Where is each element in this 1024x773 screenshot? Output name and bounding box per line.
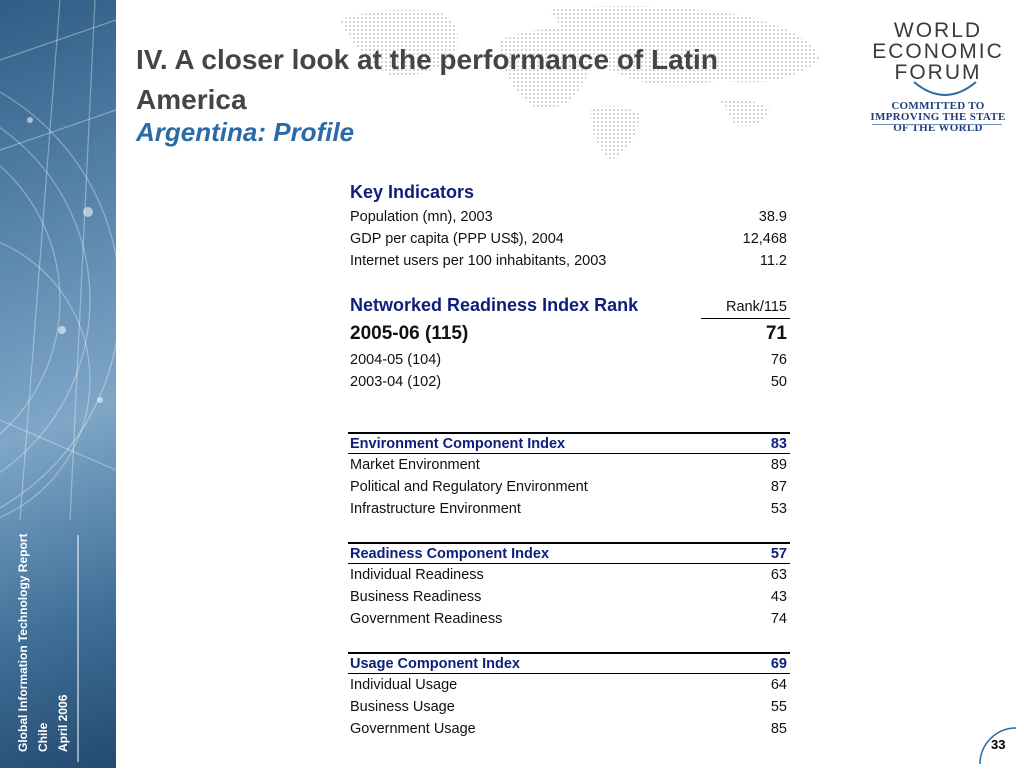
subindex-label: Government Readiness xyxy=(350,611,503,627)
table-row xyxy=(348,696,790,718)
subindex-value: 89 xyxy=(770,457,787,473)
indicator-label: Population (mn), 2003 xyxy=(350,209,493,225)
table-row xyxy=(348,498,790,520)
subindex-label: Political and Regulatory Environment xyxy=(350,479,588,495)
nri-history-value: 50 xyxy=(770,374,787,390)
table-row xyxy=(348,206,790,228)
readiness-component-table xyxy=(348,542,790,630)
report-country-text: Chile xyxy=(36,722,50,752)
table-row xyxy=(348,718,790,740)
subindex-value: 74 xyxy=(770,611,787,627)
subindex-value: 43 xyxy=(770,589,787,605)
nri-current-row xyxy=(348,319,790,349)
subindex-value: 64 xyxy=(770,677,787,693)
subindex-label: Infrastructure Environment xyxy=(350,501,521,517)
indicator-label: Internet users per 100 inhabitants, 2003 xyxy=(350,253,607,269)
logo-tagline-3: OF THE WORLD xyxy=(893,122,983,134)
table-row xyxy=(348,371,790,393)
table-row xyxy=(348,608,790,630)
table-row xyxy=(348,250,790,272)
nri-current-label: 2005-06 (115) xyxy=(350,323,469,344)
nri-rank-table xyxy=(348,289,790,393)
report-name-text: Global Information Technology Report xyxy=(16,533,30,752)
component-header-row xyxy=(348,652,790,674)
rank-header: Rank/115 xyxy=(701,299,790,319)
nri-history-label: 2003-04 (102) xyxy=(350,374,442,390)
indicator-value: 11.2 xyxy=(759,253,787,269)
nri-history-value: 76 xyxy=(770,352,787,368)
nri-heading: Networked Readiness Index Rank xyxy=(350,294,639,315)
component-label: Environment Component Index xyxy=(350,435,566,452)
component-value: 83 xyxy=(770,435,787,452)
component-header-row xyxy=(348,432,790,454)
table-row xyxy=(348,564,790,586)
component-label: Usage Component Index xyxy=(350,655,520,672)
nri-current-value: 71 xyxy=(765,323,787,344)
key-indicators-heading xyxy=(348,178,790,206)
table-row xyxy=(348,349,790,371)
subindex-value: 85 xyxy=(770,721,787,737)
subindex-label: Business Readiness xyxy=(350,589,482,605)
indicator-label: GDP per capita (PPP US$), 2004 xyxy=(350,231,564,247)
usage-component-table xyxy=(348,652,790,740)
indicator-value: 12,468 xyxy=(742,231,787,247)
subindex-label: Market Environment xyxy=(350,457,480,473)
indicator-value: 38.9 xyxy=(758,209,787,225)
subindex-value: 55 xyxy=(770,699,787,715)
table-row xyxy=(348,454,790,476)
wef-logo xyxy=(868,20,1008,134)
subindex-label: Individual Readiness xyxy=(350,567,484,583)
logo-line-economic: ECONOMIC xyxy=(872,40,1004,63)
subindex-label: Individual Usage xyxy=(350,677,458,693)
key-indicators-table xyxy=(348,178,790,272)
slide-subtitle: Argentina: Profile xyxy=(136,117,355,147)
component-header-row xyxy=(348,542,790,564)
subindex-label: Government Usage xyxy=(350,721,476,737)
nri-history-label: 2004-05 (104) xyxy=(350,352,442,368)
subindex-value: 87 xyxy=(770,479,787,495)
table-row xyxy=(348,586,790,608)
subindex-value: 63 xyxy=(770,567,787,583)
component-label: Readiness Component Index xyxy=(350,545,550,562)
subindex-label: Business Usage xyxy=(350,699,455,715)
table-row xyxy=(348,674,790,696)
environment-component-table xyxy=(348,432,790,520)
nri-heading-row xyxy=(348,289,790,319)
logo-tagline-2: IMPROVING THE STATE xyxy=(870,111,1006,123)
side-decorative-band xyxy=(0,0,116,768)
logo-line-forum: FORUM xyxy=(894,61,982,84)
slide-title: IV. A closer look at the performance of Latin America xyxy=(136,44,718,115)
logo-arc-icon xyxy=(910,78,980,104)
report-date-text: April 2006 xyxy=(56,694,70,752)
table-row xyxy=(348,228,790,250)
logo-tagline-1: COMMITTED TO xyxy=(891,100,985,112)
page-number: 33 xyxy=(991,737,1006,752)
table-row xyxy=(348,476,790,498)
component-value: 69 xyxy=(770,655,787,672)
page-number-badge xyxy=(976,724,1020,768)
logo-line-world: WORLD xyxy=(893,19,983,42)
key-indicators-heading-label: Key Indicators xyxy=(350,181,475,202)
subindex-value: 53 xyxy=(770,501,787,517)
component-value: 57 xyxy=(770,545,787,562)
logo-divider xyxy=(872,124,1002,125)
